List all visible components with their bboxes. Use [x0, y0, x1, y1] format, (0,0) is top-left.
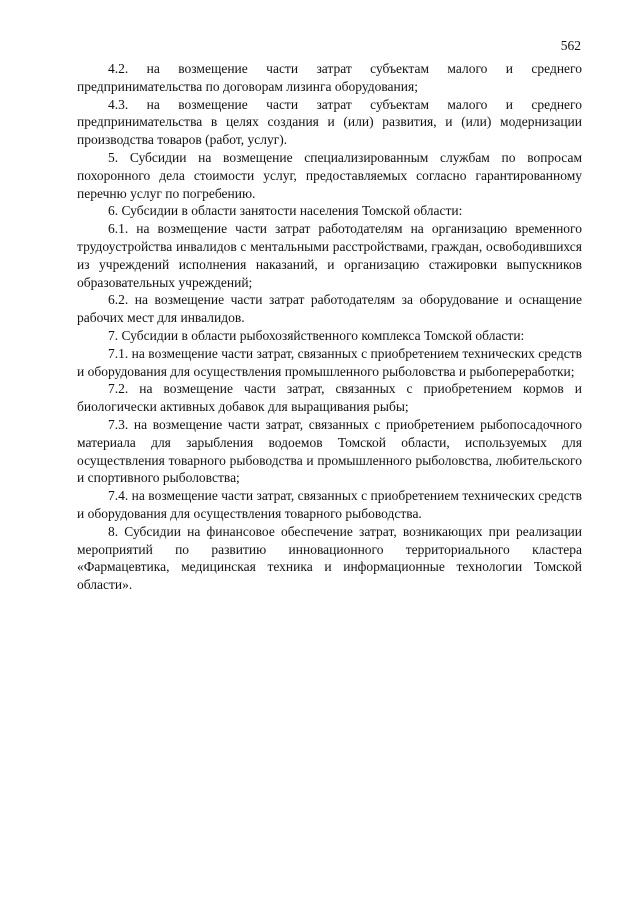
- paragraph-7-4: 7.4. на возмещение части затрат, связанных с приобретением технических средств и оборудования для осуществления товарного рыбоводства.: [77, 488, 582, 521]
- document-body: [77, 60, 582, 594]
- paragraph-7: 7. Субсидии в области рыбохозяйственного комплекса Томской области:: [108, 327, 525, 343]
- page-number: 562: [560, 38, 581, 53]
- paragraph-7-3: 7.3. на возмещение части затрат, связанных с приобретением рыбопосадочного материала для зарыбления водоемов Томской области, используемых для осуществления товарного рыбоводства и промышленного рыболовства, любительского и спортивного рыболовства;: [77, 416, 582, 486]
- paragraph-6-2: 6.2. на возмещение части затрат работодателям за оборудование и оснащение рабочих мест для инвалидов.: [77, 292, 582, 326]
- paragraph-6: 6. Субсидии в области занятости населения Томской области:: [108, 203, 463, 219]
- paragraph-7-2: 7.2. на возмещение части затрат, связанных с приобретением кормов и биологически активных добавок для выращивания рыбы;: [77, 381, 582, 415]
- paragraph-8: 8. Субсидии на финансовое обеспечение затрат, возникающих при реализации мероприятий по развитию инновационного территориального кластера «Фармацевтика, медицинская техника и информационные технологии Томской области».: [77, 523, 582, 593]
- paragraph-5: 5. Субсидии на возмещение специализированным службам по вопросам похоронного дела стоимости услуг, предоставляемых согласно гарантированному перечню услуг по погребению.: [77, 149, 582, 201]
- paragraph-6-1: 6.1. на возмещение части затрат работодателям на организацию временного трудоустройства инвалидов с ментальными расстройствами, граждан, освободившихся из учреждений исполнения наказаний, и организацию стажировки выпускников образовательных учреждений;: [77, 221, 582, 290]
- paragraph-7-1: 7.1. на возмещение части затрат, связанных с приобретением технических средств и оборудования для осуществления промышленного рыболовства и рыбопереработки;: [77, 345, 582, 379]
- paragraph-4-3: 4.3. на возмещение части затрат субъектам малого и среднего предпринимательства в целях создания и (или) развития, и (или) модернизации производства товаров (работ, услуг).: [77, 96, 582, 148]
- paragraph-4-2: 4.2. на возмещение части затрат субъектам малого и среднего предпринимательства по договорам лизинга оборудования;: [77, 61, 582, 94]
